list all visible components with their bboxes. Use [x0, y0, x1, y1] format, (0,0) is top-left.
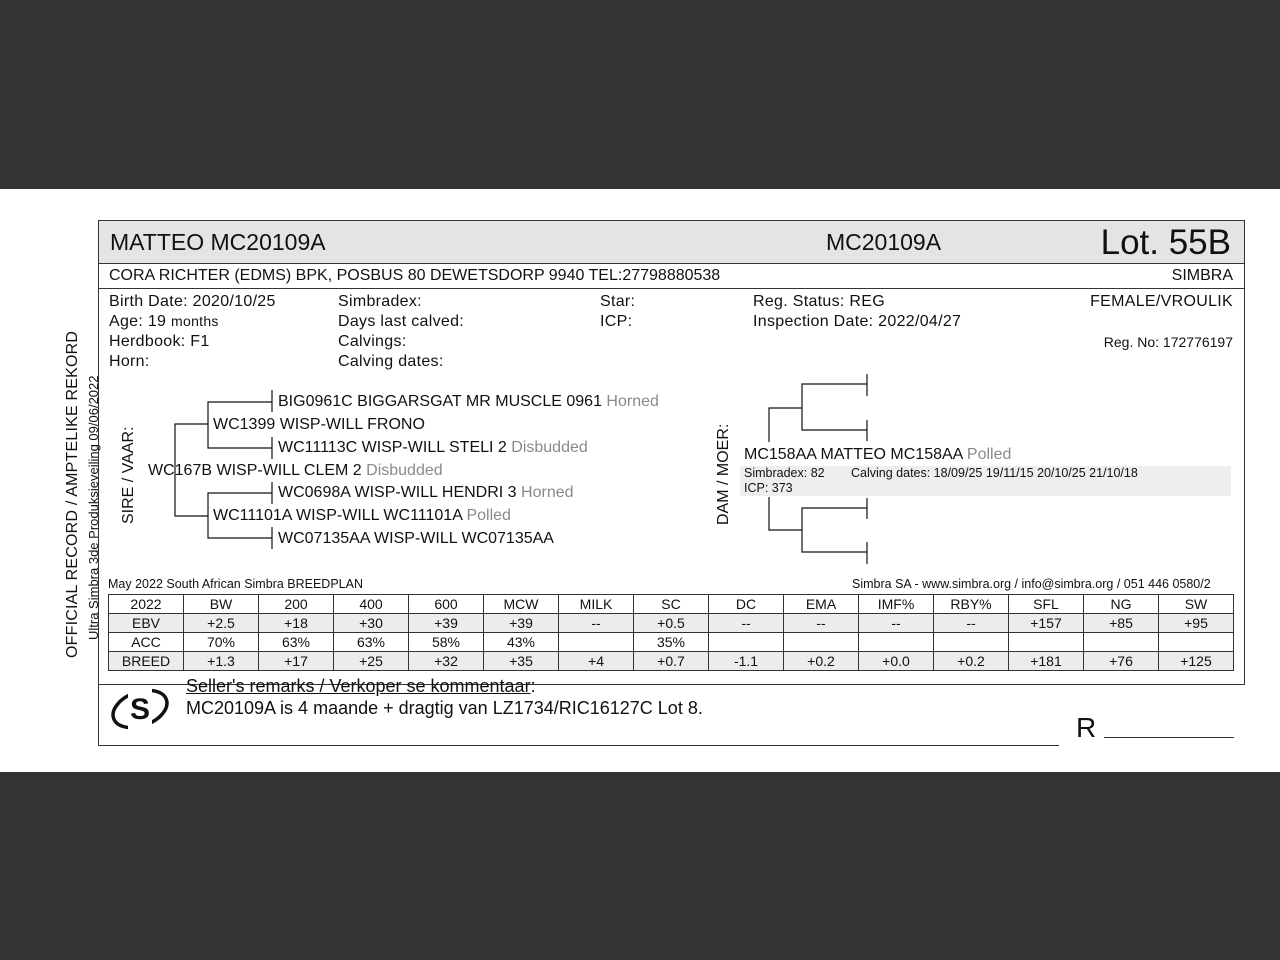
official-record-label: OFFICIAL RECORD / AMPTELIKE REKORD	[64, 330, 81, 658]
dam-simbradex: Simbradex: 82	[744, 466, 825, 480]
simbradex: Simbradex:	[338, 293, 422, 310]
ebv-row: EBV +2.5 +18 +30 +39 +39 -- +0.5 -- -- -- -- +157 +85 +95	[109, 614, 1234, 633]
age: Age: 19 months	[109, 313, 219, 330]
animal-code: MC20109A	[826, 229, 942, 255]
horn: Horn:	[109, 353, 150, 370]
simbra-logo-icon	[108, 684, 176, 734]
remarks-text: MC20109A is 4 maande + dragtig van LZ1734/RIC16127C Lot 8.	[186, 698, 703, 718]
sire-sire-dam: WC11113C WISP-WILL STELI 2 Disbudded	[278, 439, 588, 456]
sire-dam-dam: WC07135AA WISP-WILL WC07135AA	[278, 530, 554, 547]
inspection-date: Inspection Date: 2022/04/27	[753, 313, 962, 330]
logo-letter: S	[129, 693, 151, 726]
breedplan-title: May 2022 South African Simbra BREEDPLAN	[108, 577, 363, 591]
reg-number: Reg. No: 172776197	[1103, 334, 1233, 350]
breedplan-contact: Simbra SA - www.simbra.org / info@simbra.org / 051 446 0580/2	[852, 577, 1211, 591]
r-label: R	[1076, 712, 1097, 743]
dam-label: DAM / MOER:	[715, 423, 732, 525]
acc-row: ACC 70% 63% 63% 58% 43% 35%	[109, 633, 1234, 652]
sex: FEMALE/VROULIK	[1090, 293, 1233, 310]
sire-sire-sire: BIG0961C BIGGARSGAT MR MUSCLE 0961 Horned	[278, 393, 659, 410]
sire: WC167B WISP-WILL CLEM 2 Disbudded	[148, 462, 443, 479]
auction-label: Ultra Simbra 3de Produksieveiling 09/06/2022	[86, 375, 101, 640]
dam: MC158AA MATTEO MC158AA Polled	[744, 446, 1012, 463]
breed-label: SIMBRA	[1171, 267, 1233, 284]
icp: ICP:	[600, 313, 633, 330]
days-last-calved: Days last calved:	[338, 313, 465, 330]
star: Star:	[600, 293, 636, 310]
ebv-table	[108, 594, 1234, 671]
remarks-heading: Seller's remarks / Verkoper se kommentaar:	[186, 676, 536, 696]
calving-dates: Calving dates:	[338, 353, 444, 370]
signature-line	[1104, 737, 1234, 738]
sire-dam: WC11101A WISP-WILL WC11101A Polled	[213, 507, 511, 524]
reg-status: Reg. Status: REG	[753, 293, 885, 310]
ebv-header-row: 2022 BW 200 400 600 MCW MILK SC DC EMA IMF% RBY% SFL NG SW	[109, 595, 1234, 614]
calvings: Calvings:	[338, 333, 407, 350]
sire-dam-sire: WC0698A WISP-WILL HENDRI 3 Horned	[278, 484, 574, 501]
sire-label: SIRE / VAAR:	[120, 426, 137, 524]
sire-sire: WC1399 WISP-WILL FRONO	[213, 416, 425, 433]
birth-date: Birth Date: 2020/10/25	[109, 293, 276, 310]
dam-calving-dates: Calving dates: 18/09/25 19/11/15 20/10/25 21/10/18	[851, 466, 1138, 480]
herdbook: Herdbook: F1	[109, 333, 210, 350]
owner-info: CORA RICHTER (EDMS) BPK, POSBUS 80 DEWETSDORP 9940 TEL:27798880538	[109, 267, 721, 284]
breed-row: BREED +1.3 +17 +25 +32 +35 +4 +0.7 -1.1 +0.2 +0.0 +0.2 +181 +76 +125	[109, 652, 1234, 671]
dam-icp: ICP: 373	[744, 481, 793, 495]
lot-number: Lot. 55B	[1100, 223, 1231, 262]
animal-name: MATTEO MC20109A	[110, 229, 326, 255]
